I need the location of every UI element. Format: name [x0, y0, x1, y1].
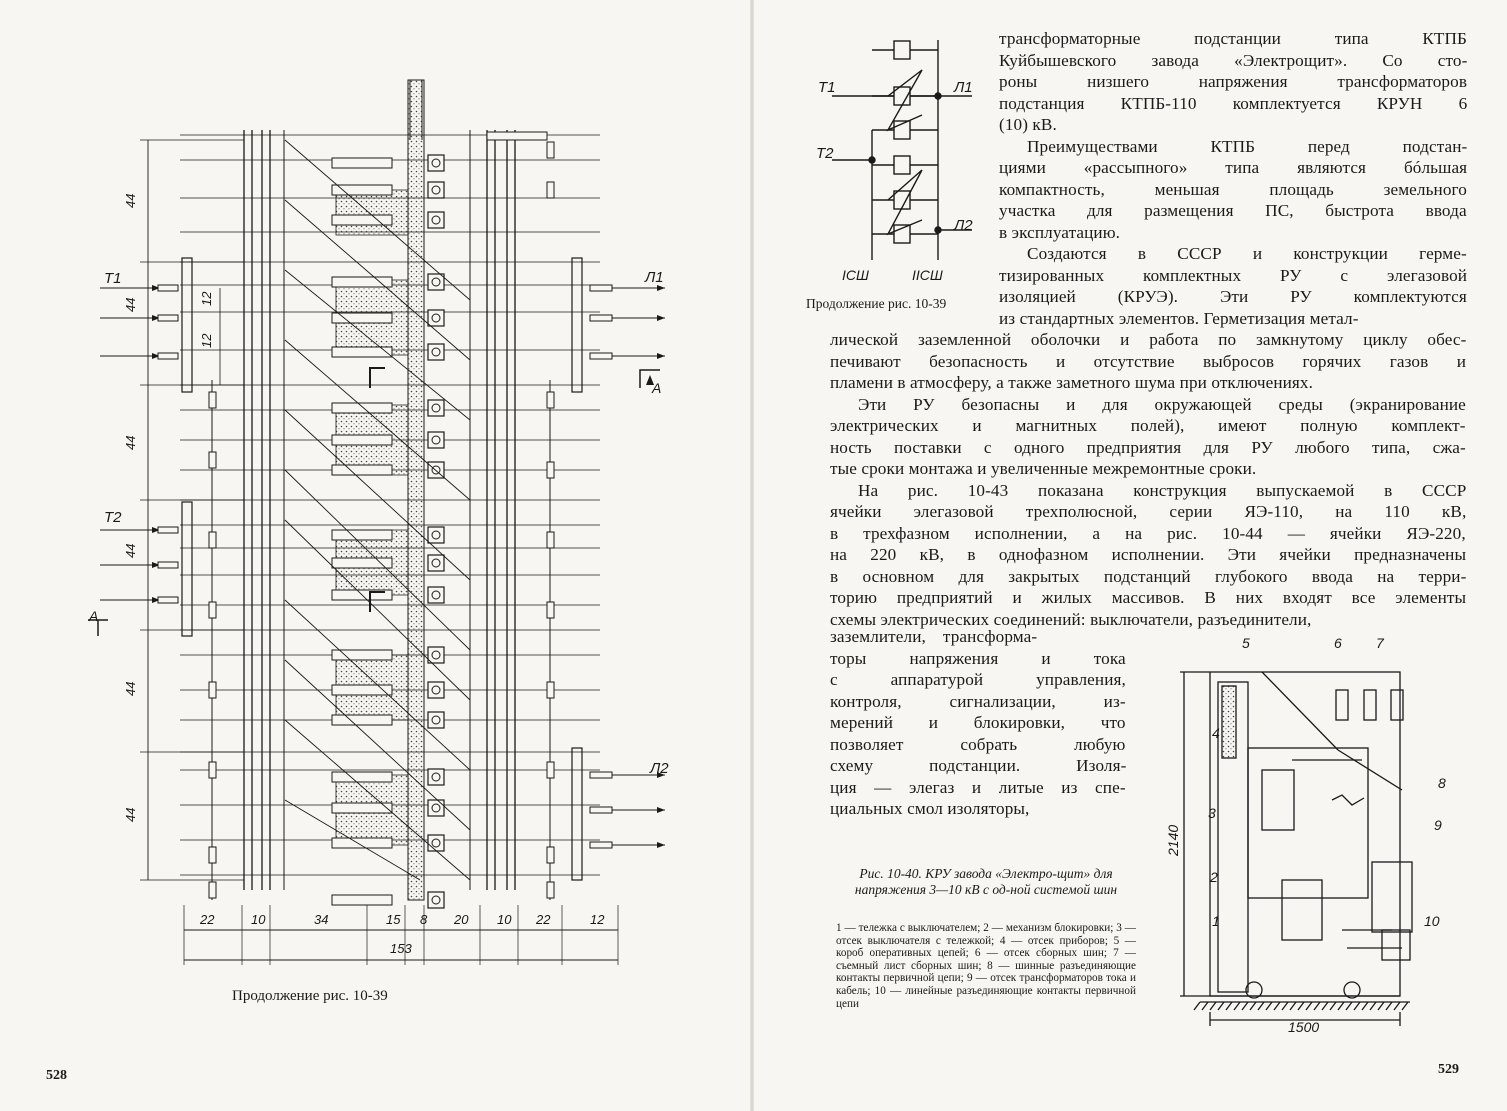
fuse-block: [547, 142, 554, 158]
hdim-label: 34: [314, 912, 329, 927]
connector: [158, 527, 178, 533]
figure-caption: Рис. 10-40. КРУ завода «Электро-щит» для напряжения 3—10 кВ с од-ной системой шин: [854, 866, 1118, 897]
text-line: пламени в атмосферу, а также заметного шума при отключениях.: [830, 373, 1314, 392]
fuse-block: [547, 847, 554, 863]
fuse-block: [209, 602, 216, 618]
text-line: подстанция КТПБ-110 комплектуется КРУН 6: [999, 93, 1468, 113]
switch-box: [428, 769, 444, 785]
vdim-label: 44: [123, 435, 138, 450]
insulator-bar: [332, 772, 392, 782]
bus-insulator: [1364, 690, 1376, 720]
text-line: циями «рассыпного» типа являются бóльшая: [999, 158, 1468, 177]
switch-box: [428, 310, 444, 326]
callout-5: 5: [1242, 635, 1250, 651]
text-line: торию предприятий и жилых массивов. В них входят все элементы: [830, 588, 1467, 607]
callout-3: 3: [1208, 805, 1216, 821]
breaker-box: [894, 156, 910, 174]
ground-hatch: [1282, 1002, 1288, 1010]
dim-width-label: 1500: [1288, 1019, 1320, 1035]
hdim-label: 8: [420, 912, 428, 927]
connector: [590, 772, 612, 778]
busbar-link: [1338, 750, 1402, 790]
fuse-block: [547, 682, 554, 698]
ground-hatch: [1298, 1002, 1304, 1010]
hdim-label: 12: [590, 912, 605, 927]
diagonal-connection: [285, 340, 470, 500]
connector: [590, 285, 612, 291]
left-figure-caption: Продолжение рис. 10-39: [232, 988, 388, 1004]
text-line: мерений и блокировки, что: [830, 713, 1126, 732]
connector: [158, 315, 178, 321]
feeder-frame: [182, 258, 192, 392]
ground-hatch: [1290, 1002, 1296, 1010]
insulator-bar: [332, 715, 392, 725]
dim-height-label: 2140: [1165, 824, 1181, 856]
junction-dot: [869, 157, 875, 163]
switch-box: [428, 212, 444, 228]
top-bus-connector: [487, 132, 547, 140]
callout-8: 8: [1438, 775, 1446, 791]
outgoing-arrow-head: [657, 315, 665, 321]
contact-line: [1342, 930, 1402, 948]
schem-l1-label: Л1: [954, 79, 973, 96]
text-line: трансформаторные подстанции типа КТПБ: [999, 29, 1468, 48]
figure-legend: 1 — тележка с выключателем; 2 — механизм блокировки; 3 — отсек выключателя с тележкой; 4 — отсек приборов; 5 — короб оперативных цепей; 6 — отсек сборных шин; 7 — съемный лист сборных шин; 8 — шинные разъединяющие контакты первичной цепи; 9 — отсек трансформаторов тока и кабель; 10 — линейные разъединяющие контакты первичной цепи: [836, 922, 1136, 1010]
ground-hatch: [1250, 1002, 1256, 1010]
insulator-bar: [332, 158, 392, 168]
text-line: Куйбышевского завода «Электрощит». Со сто-: [999, 50, 1468, 70]
fuse-block: [209, 392, 216, 408]
insulator-bar: [332, 895, 392, 905]
schem-t1-label: T1: [818, 79, 836, 96]
text-line: Создаются в СССР и конструкции герме-: [1027, 244, 1467, 263]
callout-9: 9: [1434, 817, 1442, 833]
callout-2: 2: [1210, 869, 1218, 885]
text-line: печивают безопасность и отсутствие выбросов горячих газов и: [830, 351, 1467, 371]
text-line: (10) кВ.: [999, 115, 1057, 134]
vdim-label: 44: [123, 543, 138, 558]
text-line: на 220 кВ, в однофазном исполнении. Эти ячейки предназначены: [830, 545, 1467, 564]
text-line: торы напряжения и тока: [830, 648, 1126, 668]
t1-label: T1: [104, 270, 122, 287]
text-line: из стандартных элементов. Герметизация метал-: [999, 308, 1359, 328]
connector: [158, 562, 178, 568]
switch-box: [428, 800, 444, 816]
left-page-number: 528: [46, 1068, 67, 1083]
insulator-bar: [332, 185, 392, 195]
hdim-label: 15: [386, 912, 401, 927]
busbar-band: [408, 80, 424, 900]
insulator-bar: [332, 530, 392, 540]
junction-dot: [935, 227, 941, 233]
ground-hatch: [1218, 1002, 1224, 1010]
current-transformer: [1372, 862, 1412, 932]
text-line: контроля, сигнализации, из-: [830, 691, 1126, 711]
hdim-label: 20: [454, 912, 469, 927]
ground-hatch: [1370, 1002, 1376, 1010]
text-line: компактность, меньшая площадь земельного: [999, 179, 1467, 199]
switch-box: [428, 892, 444, 908]
text-line: лической заземленной оболочки и работа по замкнутому циклу обес-: [830, 330, 1467, 349]
switch-box: [428, 647, 444, 663]
ground-hatch: [1378, 1002, 1384, 1010]
connector: [158, 597, 178, 603]
schematic-caption: Продолжение рис. 10-39: [806, 296, 947, 311]
text-line: заземлители, трансформа-: [830, 627, 1038, 646]
connector: [590, 315, 612, 321]
breaker-body: [1282, 880, 1322, 940]
ground-hatch: [1202, 1002, 1208, 1010]
schem-t2-label: T2: [816, 145, 834, 162]
text-line: с аппаратурой управления,: [830, 670, 1126, 689]
ground-hatch: [1402, 1002, 1408, 1010]
switch-box: [428, 527, 444, 543]
bus2-label: IIСШ: [912, 267, 943, 283]
ground-hatch: [1210, 1002, 1216, 1010]
fuse-block: [547, 882, 554, 898]
fuse-block: [209, 847, 216, 863]
substation-layout-drawing: [0, 0, 752, 1000]
hdim-label: 22: [536, 912, 551, 927]
ground-hatch: [1266, 1002, 1272, 1010]
text-line: изоляцией (КРУЭ). Эти РУ комплектуются: [999, 287, 1467, 306]
ground-hatch: [1354, 1002, 1360, 1010]
switch-box: [428, 712, 444, 728]
contact-line: [1332, 795, 1364, 805]
ground-hatch: [1306, 1002, 1312, 1010]
callout-6: 6: [1334, 635, 1342, 651]
section-a-top-label: А: [652, 380, 662, 396]
text-line: Эти РУ безопасны и для окружающей среды (экранирование: [858, 394, 1466, 414]
connector: [590, 353, 612, 359]
ground-hatch: [1330, 1002, 1336, 1010]
bus-insulator: [1391, 690, 1403, 720]
text-line: циальных смол изоляторы,: [830, 799, 1030, 818]
vdim-label: 44: [123, 193, 138, 208]
text-line: тые сроки монтажа и увеличенные межремонтные сроки.: [830, 459, 1257, 478]
fuse-block: [547, 392, 554, 408]
feeder-frame: [572, 258, 582, 392]
fuse-block: [209, 762, 216, 778]
text-line: На рис. 10-43 показана конструкция выпускаемой в СССР: [858, 480, 1467, 500]
feeder-frame: [572, 748, 582, 880]
section-a-bottom-label: А: [89, 608, 99, 624]
text-line: тизированных комплектных РУ с элегазовой: [999, 265, 1468, 285]
outgoing-arrow-head: [657, 842, 665, 848]
ground-hatch: [1234, 1002, 1240, 1010]
switch-box: [428, 587, 444, 603]
callout-4: 4: [1212, 725, 1220, 741]
text-line: схему подстанции. Изоля-: [830, 756, 1127, 775]
insulator-bar: [332, 277, 392, 287]
connector: [158, 285, 178, 291]
fuse-block: [209, 452, 216, 468]
text-line: позволяет собрать любую: [830, 734, 1126, 754]
text-line: электрических и магнитных полей), имеют полную комплект-: [830, 416, 1466, 435]
text-line: роны низшего напряжения трансформаторов: [999, 72, 1468, 91]
switch-box: [428, 155, 444, 171]
text-line: ность поставки с одного предприятия для РУ любого типа, сжа-: [830, 437, 1466, 457]
ground-hatch: [1362, 1002, 1368, 1010]
ground-hatch: [1338, 1002, 1344, 1010]
text-line: участка для размещения ПС, быстрота ввода: [999, 201, 1467, 220]
callout-7: 7: [1376, 635, 1384, 651]
fuse-block: [209, 882, 216, 898]
insulator-bar: [332, 838, 392, 848]
bus-insulator: [1336, 690, 1348, 720]
insulator-bar: [332, 435, 392, 445]
fuse-block: [547, 602, 554, 618]
callout-10: 10: [1424, 913, 1440, 929]
switch-box: [428, 682, 444, 698]
connector: [590, 807, 612, 813]
control-duct: [1222, 686, 1236, 758]
outgoing-arrow-head: [657, 807, 665, 813]
text-line: в основном для закрытых подстанций глубокого ввода на терри-: [830, 566, 1467, 586]
vdim-label: 44: [123, 807, 138, 822]
insulator-bar: [332, 558, 392, 568]
vdim-label: 44: [123, 297, 138, 312]
fuse-block: [547, 532, 554, 548]
right-page-number: 529: [1438, 1062, 1459, 1077]
fuse-block: [209, 532, 216, 548]
fuse-block: [547, 762, 554, 778]
ground-hatch: [1322, 1002, 1328, 1010]
insulator-bar: [332, 465, 392, 475]
connector: [158, 353, 178, 359]
breaker-body: [1262, 770, 1294, 830]
ground-hatch: [1386, 1002, 1392, 1010]
kru-cabinet-figure: [1142, 630, 1462, 1060]
insulator-bar: [332, 313, 392, 323]
outgoing-arrow-head: [657, 353, 665, 359]
busbar-link: [1262, 672, 1338, 750]
switch-box: [428, 274, 444, 290]
fuse-block: [547, 182, 554, 198]
switch-box: [428, 555, 444, 571]
fuse-block: [547, 462, 554, 478]
l2-label: Л2: [650, 760, 669, 777]
text-line: схемы электрических соединений: выключатели, разъединители,: [830, 609, 1312, 629]
left-page: [0, 0, 752, 1111]
switch-box: [428, 432, 444, 448]
hdim-label: 10: [251, 912, 266, 927]
ground-hatch: [1394, 1002, 1400, 1010]
text-line: ячейки элегазовой трехполюсной, серии ЯЭ-110, на 110 кВ,: [830, 502, 1467, 521]
cable-box: [1382, 930, 1410, 960]
text-line: ция — элегаз и литые из спе-: [830, 777, 1126, 797]
bus1-label: IСШ: [842, 267, 869, 283]
total-width-label: 153: [390, 941, 412, 956]
connector: [590, 842, 612, 848]
right-page: [752, 0, 1507, 1111]
ground-hatch: [1274, 1002, 1280, 1010]
ground-hatch: [1314, 1002, 1320, 1010]
text-line: в эксплуатацию.: [999, 222, 1121, 242]
ground-hatch: [1346, 1002, 1352, 1010]
text-line: в трехфазном исполнении, а на рис. 10-44 — ячейки ЯЭ-220,: [830, 523, 1466, 543]
text-line: Преимуществами КТПБ перед подстан-: [1027, 136, 1468, 156]
vdim-label: 12: [199, 291, 214, 306]
feeder-frame: [182, 502, 192, 636]
ground-hatch: [1226, 1002, 1232, 1010]
switch-box: [428, 400, 444, 416]
hdim-label: 22: [200, 912, 215, 927]
switch-box: [428, 835, 444, 851]
insulator-bar: [332, 347, 392, 357]
insulator-bar: [332, 215, 392, 225]
ground-hatch: [1194, 1002, 1200, 1010]
vdim-label: 12: [199, 333, 214, 348]
junction-dot: [935, 93, 941, 99]
ground-hatch: [1242, 1002, 1248, 1010]
insulator-bar: [332, 403, 392, 413]
ground-hatch: [1258, 1002, 1264, 1010]
schem-l2-label: Л2: [954, 217, 973, 234]
t2-label: T2: [104, 509, 122, 526]
hdim-label: 10: [497, 912, 512, 927]
l1-label: Л1: [645, 269, 664, 286]
callout-1: 1: [1212, 913, 1220, 929]
vdim-label: 44: [123, 681, 138, 696]
switch-box: [428, 344, 444, 360]
fuse-block: [209, 682, 216, 698]
switch-box: [428, 182, 444, 198]
busbar-section: [336, 190, 408, 235]
breaker-box: [894, 41, 910, 59]
